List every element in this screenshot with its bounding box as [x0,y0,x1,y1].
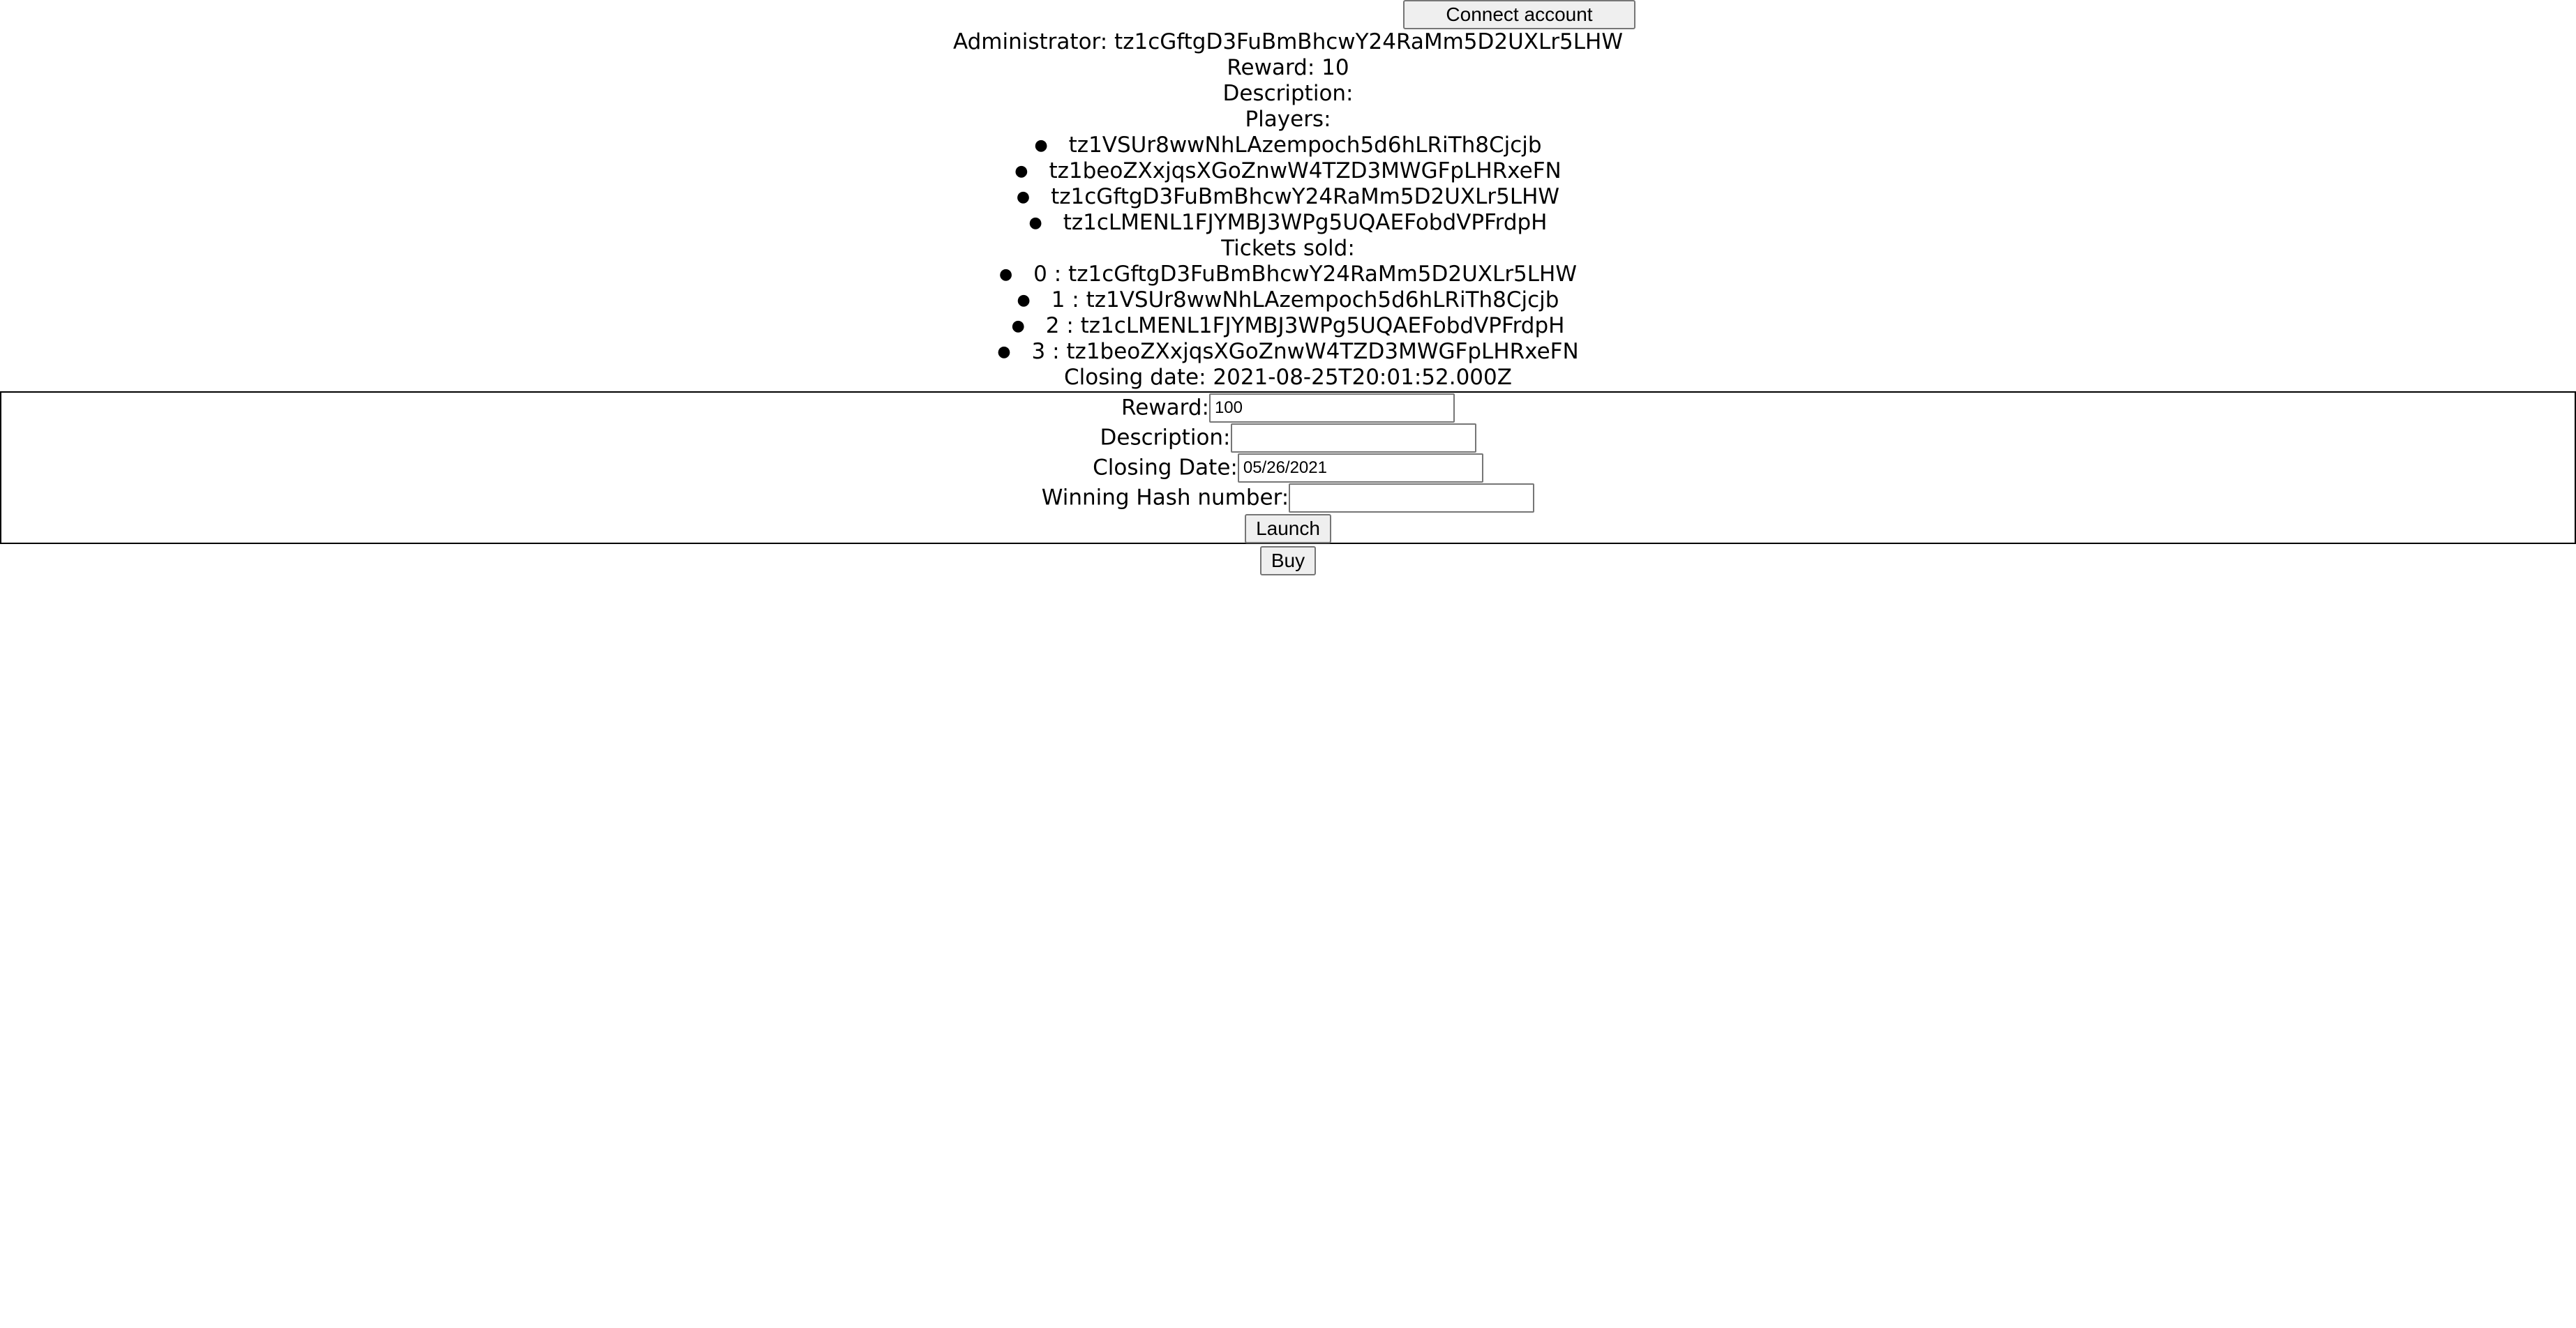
bullet-icon: ● [1034,137,1048,154]
buy-button[interactable]: Buy [1260,546,1316,575]
connect-account-button[interactable]: Connect account [1403,0,1635,29]
ticket-entry: 2 : tz1cLMENL1FJYMBJ3WPg5UQAEFobdVPFrdpH [1045,313,1565,338]
list-item [0,287,2576,313]
players-label: Players: [1245,107,1331,132]
ticket-entry: 3 : tz1beoZXxjqsXGoZnwW4TZD3MWGFpLHRxeFN [1031,339,1579,364]
list-item [0,262,2576,287]
form-row-reward [1,393,2575,423]
winning-hash-field-label: Winning Hash number: [1041,485,1289,511]
description-line [0,81,2576,107]
list-item [0,210,2576,236]
closing-date-label: Closing date: [1064,365,1206,390]
reward-label: Reward: [1227,55,1315,80]
closing-date-value: 2021-08-25T20:01:52.000Z [1213,365,1512,390]
ticket-entry: 0 : tz1cGftgD3FuBmBhcwY24RaMm5D2UXLr5LHW [1033,262,1578,287]
player-address: tz1beoZXxjqsXGoZnwW4TZD3MWGFpLHRxeFN [1049,158,1562,183]
form-row-description [1,423,2575,453]
description-field-label: Description: [1100,425,1231,451]
bullet-icon: ● [1014,163,1028,180]
administrator-address: tz1cGftgD3FuBmBhcwY24RaMm5D2UXLr5LHW [1114,29,1624,54]
player-address: tz1cLMENL1FJYMBJ3WPg5UQAEFobdVPFrdpH [1063,210,1548,235]
form-row-launch [1,514,2575,543]
list-item [0,158,2576,184]
bullet-icon: ● [1028,214,1042,232]
player-address: tz1VSUr8wwNhLAzempoch5d6hLRiTh8Cjcjb [1068,133,1542,158]
description-label: Description: [1222,81,1354,106]
player-address: tz1cGftgD3FuBmBhcwY24RaMm5D2UXLr5LHW [1051,184,1560,209]
reward-field-label: Reward: [1121,395,1209,421]
description-input[interactable] [1231,423,1476,453]
ticket-entry: 1 : tz1VSUr8wwNhLAzempoch5d6hLRiTh8Cjcjb [1051,287,1559,312]
reward-value: 10 [1321,55,1349,80]
bullet-icon: ● [998,266,1013,283]
administrator-label: Administrator: [952,29,1108,54]
list-item [0,313,2576,339]
launch-form [0,391,2576,544]
tickets-label: Tickets sold: [1221,236,1355,261]
reward-input[interactable] [1209,393,1455,423]
bullet-icon: ● [1011,317,1025,335]
bullet-icon: ● [1016,188,1031,206]
closing-date-field-label: Closing Date: [1093,455,1238,481]
buy-row [0,545,2576,575]
players-heading [0,107,2576,133]
list-item [0,184,2576,210]
closing-date-input[interactable] [1238,453,1483,483]
form-row-winning-hash [1,483,2575,513]
closing-date-line [0,365,2576,391]
launch-button[interactable]: Launch [1245,514,1331,543]
reward-line [0,55,2576,81]
list-item [0,133,2576,158]
bullet-icon: ● [1017,292,1031,309]
administrator-line [0,29,2576,55]
form-row-closing-date [1,453,2575,483]
list-item [0,339,2576,365]
winning-hash-input[interactable] [1289,483,1534,513]
bullet-icon: ● [997,343,1011,361]
tickets-heading [0,236,2576,262]
